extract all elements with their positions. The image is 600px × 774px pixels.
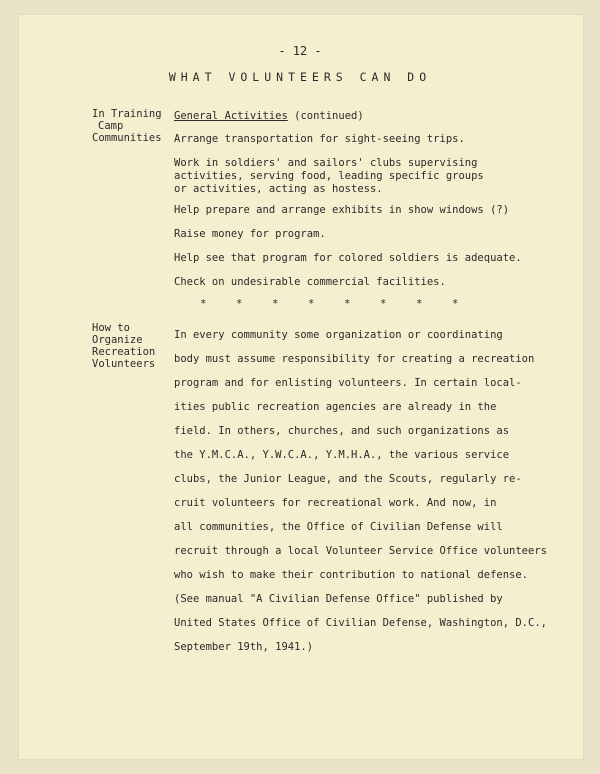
paragraph-line: In every community some organization or coordinating — [174, 329, 503, 341]
star-mark: * — [380, 298, 387, 310]
side-label-line: Camp — [98, 120, 124, 132]
list-item-line: Help see that program for colored soldiers is adequate. — [174, 252, 522, 264]
page-number: - 12 - — [278, 44, 322, 58]
paragraph-line: United States Office of Civilian Defense, Washington, D.C., — [174, 617, 547, 629]
paragraph-line: (See manual "A Civilian Defense Office" published by — [174, 593, 503, 605]
star-mark: * — [236, 298, 243, 310]
side-label-line: In Training — [92, 108, 162, 120]
paragraph-line: who wish to make their contribution to national defense. — [174, 569, 529, 581]
paragraph-line: ities public recreation agencies are already in the — [174, 401, 497, 413]
side-label-line: Communities — [92, 132, 162, 144]
list-item-line: or activities, acting as hostess. — [174, 183, 383, 195]
paragraph-line: all communities, the Office of Civilian Defense will — [174, 521, 503, 533]
star-mark: * — [344, 298, 351, 310]
side-label-organize — [92, 322, 155, 370]
star-divider — [200, 298, 488, 310]
paragraph-line: cruit volunteers for recreational work. And now, in — [174, 497, 497, 509]
body-paragraph — [174, 323, 547, 659]
paragraph-line: September 19th, 1941.) — [174, 641, 314, 653]
paragraph-line: clubs, the Junior League, and the Scouts, regularly re- — [174, 473, 522, 485]
star-mark: * — [272, 298, 279, 310]
list-item — [174, 228, 326, 241]
side-label-line: Recreation — [92, 346, 156, 358]
list-item-line: Arrange transportation for sight-seeing trips. — [174, 133, 465, 145]
list-item — [174, 204, 509, 217]
paragraph-line: recruit through a local Volunteer Service Office volunteers — [174, 545, 547, 557]
list-item — [174, 133, 465, 146]
list-item — [174, 157, 484, 196]
section-heading-rest: (continued) — [287, 110, 364, 122]
side-label-training-camp — [92, 108, 162, 144]
list-item-line: Check on undesirable commercial facilities. — [174, 276, 446, 288]
section-heading — [174, 110, 364, 123]
side-label-line: Organize — [92, 334, 143, 346]
list-item-line: activities, serving food, leading specific groups — [174, 170, 484, 182]
star-mark: * — [416, 298, 423, 310]
paragraph-line: body must assume responsibility for creating a recreation — [174, 353, 535, 365]
list-item — [174, 252, 522, 265]
paragraph-line: field. In others, churches, and such organizations as — [174, 425, 510, 437]
list-item — [174, 276, 446, 289]
list-item-line: Help prepare and arrange exhibits in show windows (?) — [174, 204, 510, 216]
section-heading-underlined: General Activities — [174, 110, 288, 122]
page-title: WHAT VOLUNTEERS CAN DO — [168, 70, 432, 84]
paragraph-line: the Y.M.C.A., Y.W.C.A., Y.M.H.A., the various service — [174, 449, 510, 461]
side-label-line: How to — [92, 322, 130, 334]
star-mark: * — [452, 298, 459, 310]
star-mark: * — [308, 298, 315, 310]
star-mark: * — [200, 298, 207, 310]
list-item-line: Work in soldiers' and sailors' clubs supervising — [174, 157, 478, 169]
list-item-line: Raise money for program. — [174, 228, 326, 240]
paragraph-line: program and for enlisting volunteers. In certain local- — [174, 377, 522, 389]
side-label-line: Volunteers — [92, 358, 156, 370]
